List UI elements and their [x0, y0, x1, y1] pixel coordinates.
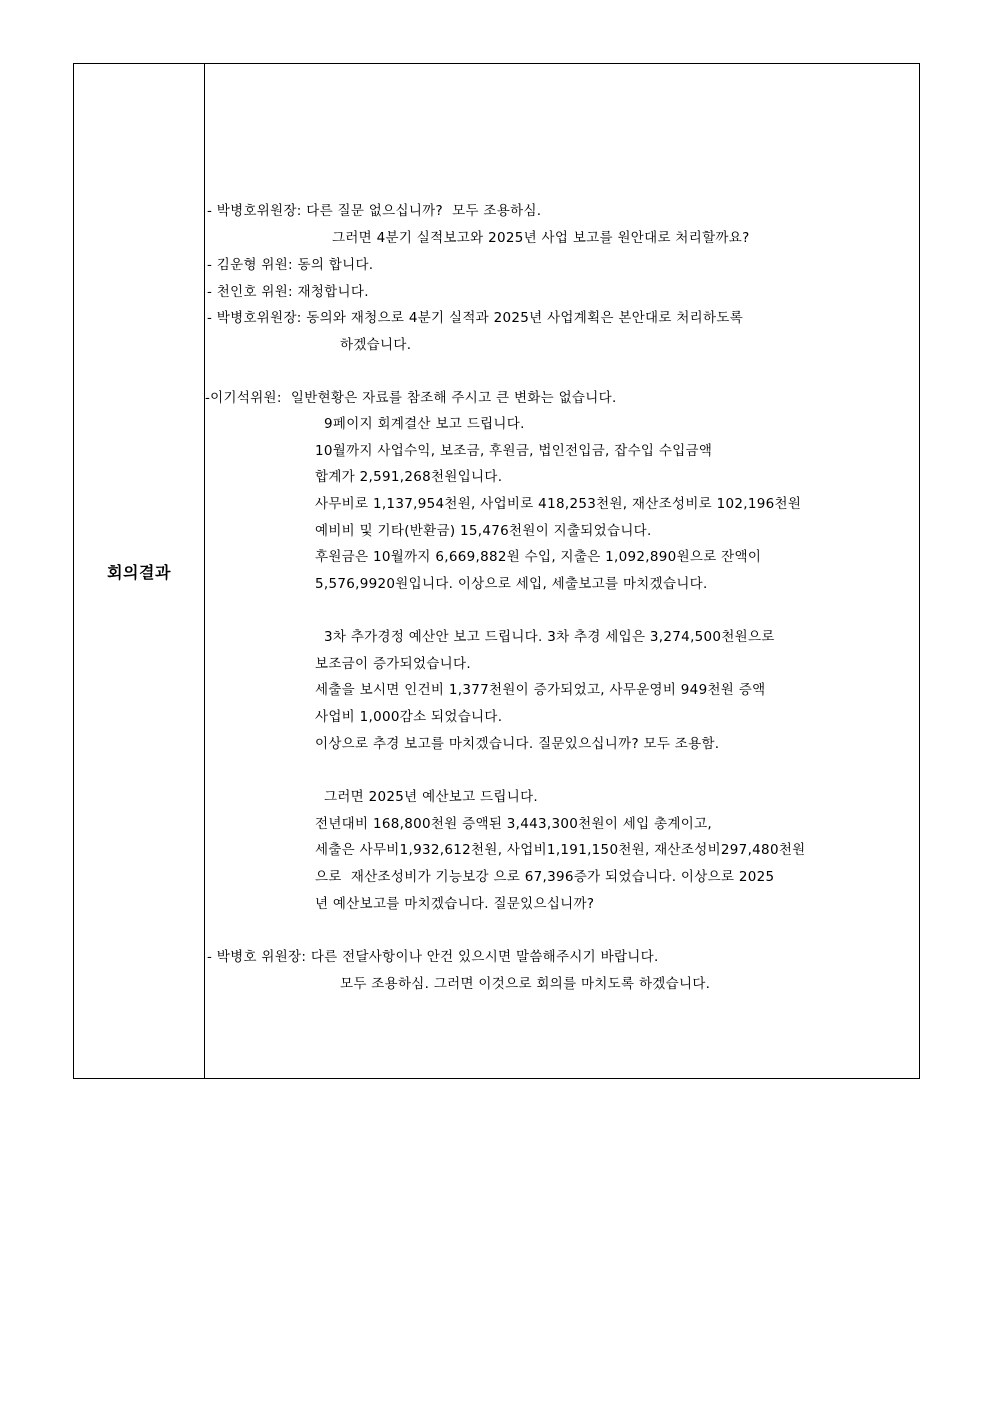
text-line: 예비비 및 기타(반환금) 15,476천원이 지출되었습니다. [315, 523, 652, 539]
text-line: 사무비로 1,137,954천원, 사업비로 418,253천원, 재산조성비로 102,196천원 [315, 496, 802, 512]
text-line: 그러면 4분기 실적보고와 2025년 사업 보고를 원안대로 처리할까요? [332, 230, 750, 246]
text-line: 5,576,9920원입니다. 이상으로 세입, 세출보고를 마치겠습니다. [315, 576, 708, 592]
text-line: 3차 추가경정 예산안 보고 드립니다. 3차 추경 세입은 3,274,500천원으로 [324, 629, 775, 645]
text-line: -이기석위원: 일반현황은 자료를 참조해 주시고 큰 변화는 없습니다. [205, 390, 617, 406]
text-line: 후원금은 10월까지 6,669,882원 수입, 지출은 1,092,890원으로 잔액이 [315, 549, 762, 565]
minutes-table [73, 63, 920, 1079]
text-line: 보조금이 증가되었습니다. [315, 656, 471, 672]
text-line: 그러면 2025년 예산보고 드립니다. [324, 789, 539, 805]
text-line: 전년대비 168,800천원 증액된 3,443,300천원이 세입 총계이고, [315, 816, 713, 832]
text-line: 으로 재산조성비가 기능보강 으로 67,396증가 되었습니다. 이상으로 2025 [315, 869, 775, 885]
text-line: - 박병호위원장: 다른 질문 없으십니까? 모두 조용하심. [207, 203, 542, 219]
text-line: 세출을 보시면 인건비 1,377천원이 증가되었고, 사무운영비 949천원 증액 [315, 682, 766, 698]
text-line: 9페이지 회계결산 보고 드립니다. [324, 416, 525, 432]
text-line: 세출은 사무비1,932,612천원, 사업비1,191,150천원, 재산조성비297,480천원 [315, 842, 806, 858]
text-line: 사업비 1,000감소 되었습니다. [315, 709, 503, 725]
text-line: 년 예산보고를 마치겠습니다. 질문있으십니까? [315, 896, 595, 912]
text-line: 모두 조용하심. 그러면 이것으로 회의를 마치도록 하겠습니다. [340, 976, 711, 992]
content-cell [205, 64, 919, 1078]
text-line: 하겠습니다. [340, 337, 412, 353]
text-line: - 김운형 위원: 동의 합니다. [207, 257, 374, 273]
text-line: 합계가 2,591,268천원입니다. [315, 469, 503, 485]
text-line: 10월까지 사업수익, 보조금, 후원금, 법인전입금, 잡수입 수입금액 [315, 443, 713, 459]
text-line: - 천인호 위원: 재청합니다. [207, 284, 369, 300]
text-line: - 박병호위원장: 동의와 재청으로 4분기 실적과 2025년 사업계획은 본안대로 처리하도록 [207, 310, 744, 326]
text-line: - 박병호 위원장: 다른 전달사항이나 안건 있으시면 말씀해주시기 바랍니다. [207, 949, 659, 965]
label-cell [74, 64, 205, 1078]
section-label: 회의결과 [107, 562, 171, 582]
text-line: 이상으로 추경 보고를 마치겠습니다. 질문있으십니까? 모두 조용함. [315, 736, 720, 752]
